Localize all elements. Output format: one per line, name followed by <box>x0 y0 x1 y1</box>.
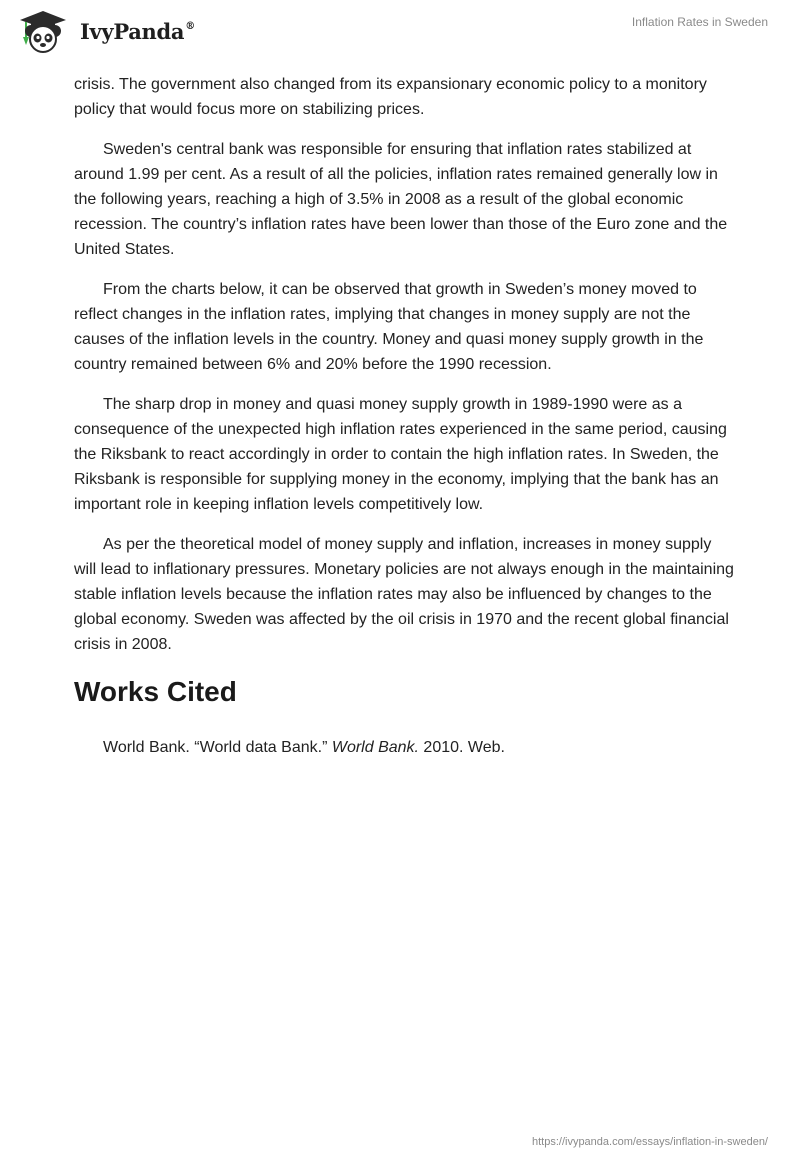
citation-entry <box>74 735 734 760</box>
citation-text-end: 2010. Web. <box>418 739 505 756</box>
footer-url[interactable]: https://ivypanda.com/essays/inflation-in-sweden/ <box>531 1136 768 1148</box>
brand-name: IvyPanda® <box>80 18 195 44</box>
paragraph: The sharp drop in money and quasi money supply growth in 1989-1990 were as a consequence of the unexpected high inflation rates experienced in the same period, causing the Riksbank to react accordingly in order to contain the high inflation rates. In Sweden, the Riksbank is responsible for supplying money in the economy, implying that the bank has an important role in keeping inflation levels competitively low. <box>74 396 727 513</box>
paragraph: From the charts below, it can be observed that growth in Sweden’s money moved to reflect changes in the inflation rates, implying that changes in money supply are not the causes of the inflation levels in the country. Money and quasi money supply growth in the country remained between 6% and 20% before the 1990 recession. <box>74 281 704 373</box>
citation-text: World Bank. “World data Bank.” <box>103 739 332 756</box>
paragraph: Sweden's central bank was responsible for ensuring that inflation rates stabilized at around 1.99 per cent. As a result of all the policies, inflation rates remained generally low in the following years, reaching a high of 3.5% in 2008 as a result of the global economic recession. The country’s inflation rates have been lower than those of the Euro zone and the United States. <box>74 141 728 258</box>
essay-body <box>74 72 734 760</box>
works-cited-heading: Works Cited <box>74 676 237 707</box>
page-header <box>0 0 800 62</box>
brand-logo[interactable] <box>14 7 195 53</box>
running-title: Inflation Rates in Sweden <box>631 15 768 29</box>
panda-graduate-icon <box>14 7 72 53</box>
paragraph: As per the theoretical model of money supply and inflation, increases in money supply will lead to inflationary pressures. Monetary policies are not always enough in the maintaining stable inflation levels because the inflation rates may also be influenced by changes to the global economy. Sweden was affected by the oil crisis in 1970 and the recent global financial crisis in 2008. <box>74 536 734 653</box>
paragraph: crisis. The government also changed from its expansionary economic policy to a monitory policy that would focus more on stabilizing prices. <box>74 76 707 118</box>
citation-source-title: World Bank. <box>331 739 419 756</box>
